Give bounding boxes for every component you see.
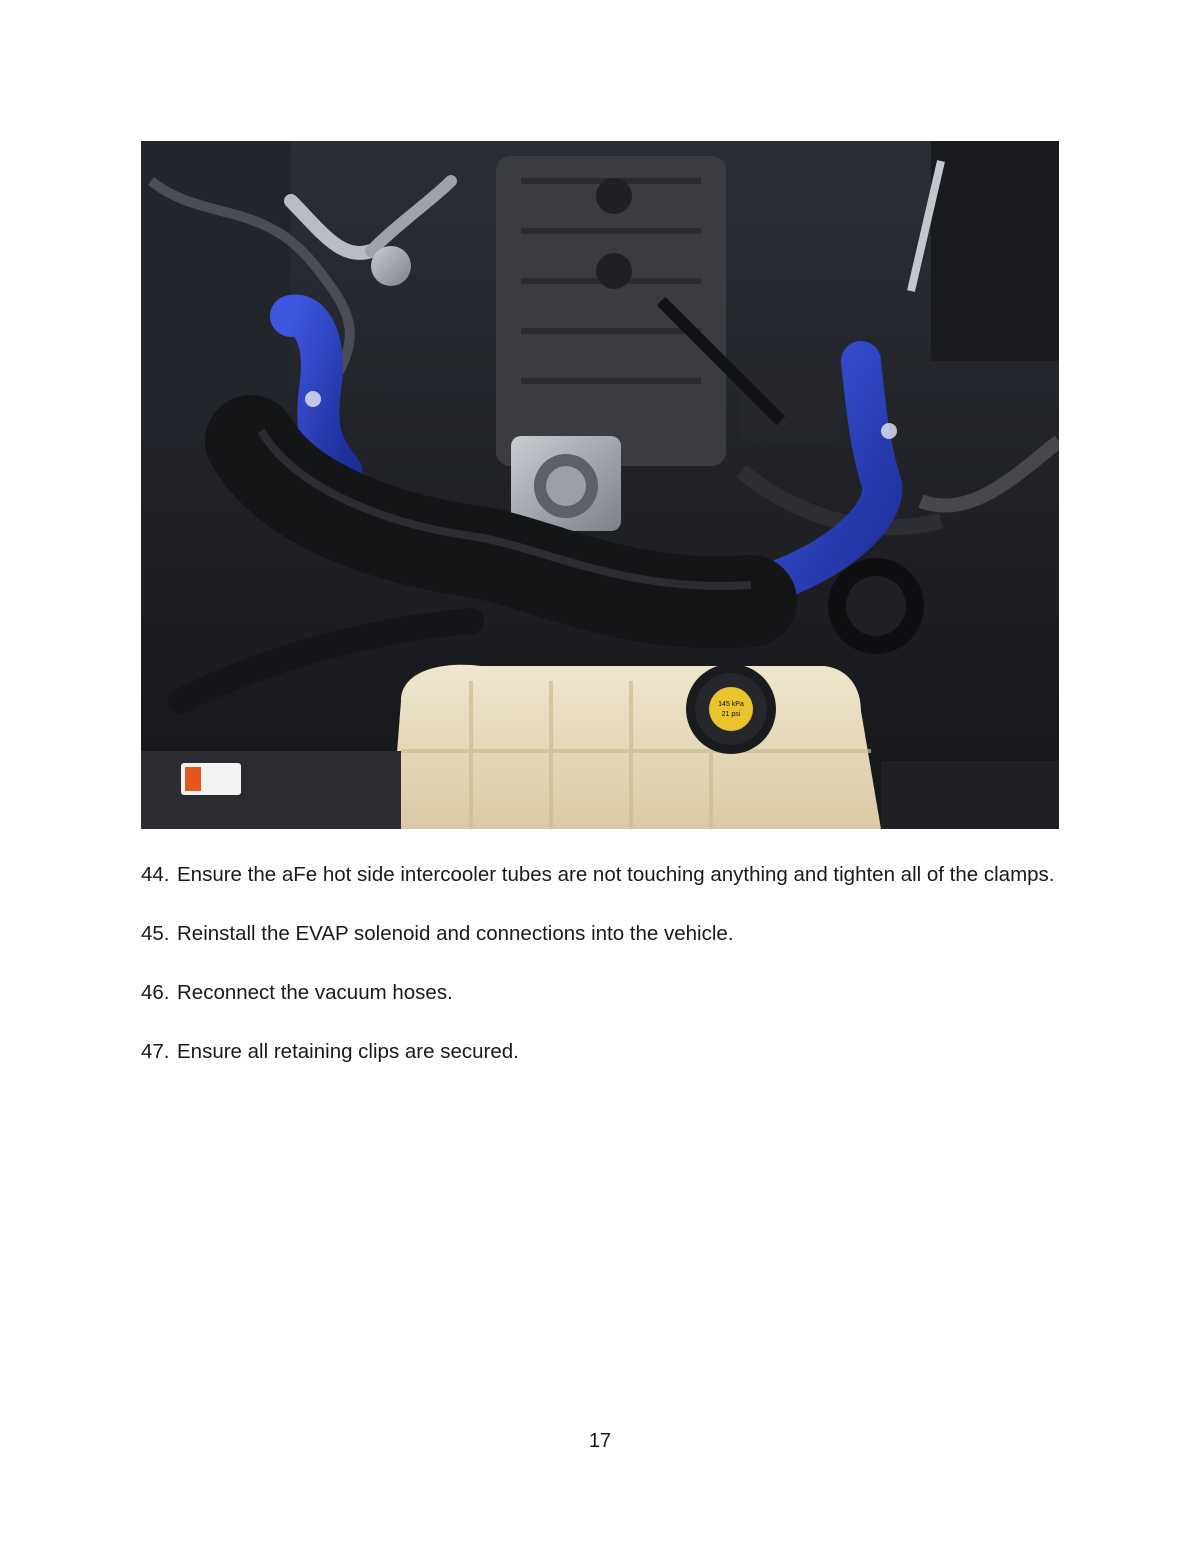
step-45	[141, 920, 1059, 948]
step-number: 45.	[141, 922, 170, 945]
step-text: Ensure all retaining clips are secured.	[177, 1040, 519, 1063]
step-text: Reconnect the vacuum hoses.	[177, 981, 453, 1004]
manifold-bolt-mid	[596, 253, 632, 289]
step-47	[141, 1038, 1059, 1066]
cap-text-kpa: 145 kPa	[718, 701, 744, 708]
page-number: 17	[588, 1430, 612, 1452]
manifold-bolt-top	[596, 178, 632, 214]
instruction-steps	[141, 861, 1059, 1097]
radiator-support	[141, 751, 401, 829]
step-number: 44.	[141, 863, 170, 886]
step-number: 46.	[141, 981, 170, 1004]
step-44	[141, 861, 1059, 889]
step-text: Ensure the aFe hot side intercooler tubes are not touching anything and tighten all of the clamps.	[177, 863, 1055, 886]
engine-bay-photo	[141, 141, 1059, 829]
cap-warning-label	[709, 687, 753, 731]
step-46	[141, 979, 1059, 1007]
ecu-module	[741, 371, 841, 441]
step-number: 47.	[141, 1040, 170, 1063]
coolant-reservoir	[391, 665, 881, 829]
radiator-support-right	[881, 761, 1059, 829]
throttle-sensor	[371, 246, 411, 286]
step-text: Reinstall the EVAP solenoid and connections into the vehicle.	[177, 922, 734, 945]
cap-text-psi: 21 psi	[721, 711, 741, 718]
battery-area	[931, 141, 1059, 361]
